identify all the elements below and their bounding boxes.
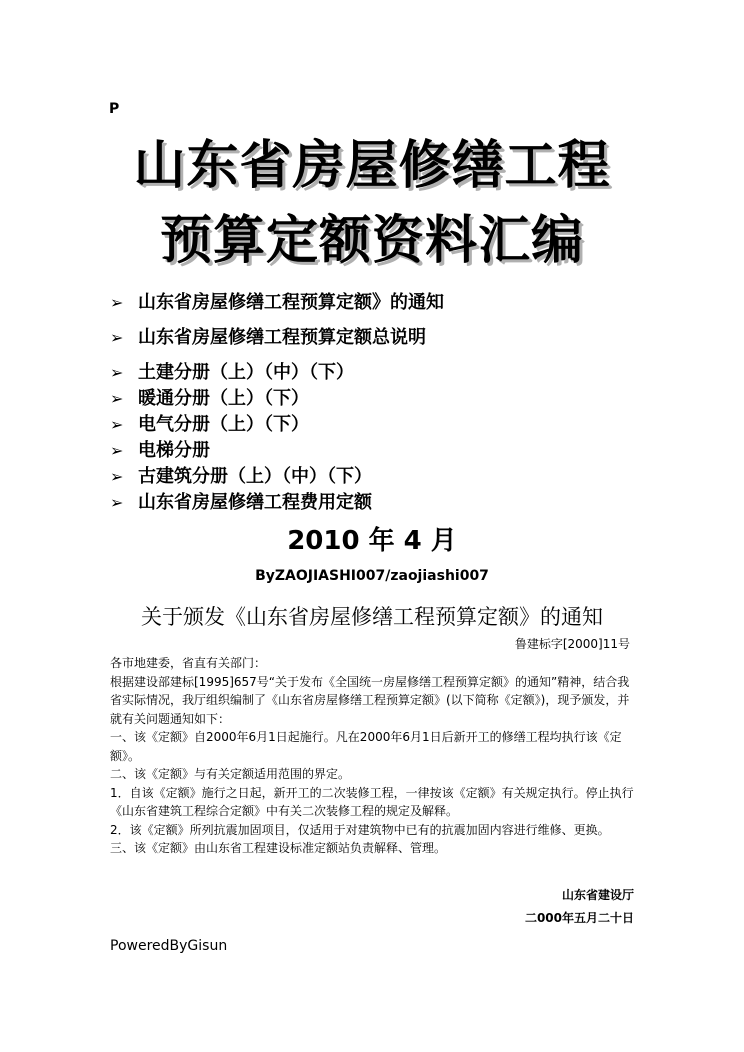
main-title-line-2: 预算定额资料汇编 (159, 211, 584, 271)
notice-body (110, 654, 634, 858)
list-item-label: 古建筑分册（上）（中）（下） (138, 466, 372, 487)
arrow-bullet-icon: ➢ (110, 293, 124, 312)
list-item-label: 土建分册（上）（中）（下） (138, 362, 354, 383)
paragraph: 2．该《定额》所列抗震加固项目，仅适用于对建筑物中已有的抗震加固内容进行维修、更换。 (110, 822, 610, 837)
main-title-line-1: 山东省房屋修缮工程 (133, 136, 611, 196)
list-item (110, 325, 444, 351)
signature-organization: 山东省建设厅 (561, 888, 634, 902)
list-item (110, 360, 444, 386)
notice-title: 关于颁发《山东省房屋修缮工程预算定额》的通知 (141, 605, 603, 629)
list-item-label: 山东省房屋修缮工程预算定额总说明 (138, 327, 426, 348)
paragraph: 二、该《定额》与有关定额适用范围的界定。 (110, 767, 351, 781)
signature-date: 二000年五月二十日 (524, 911, 634, 925)
list-item (110, 438, 444, 464)
arrow-bullet-icon: ➢ (110, 328, 124, 347)
list-item-label: 电气分册（上）（下） (138, 414, 309, 435)
arrow-bullet-icon: ➢ (110, 467, 124, 486)
byline: ByZAOJIASHI007/zaojiashi007 (255, 568, 489, 584)
paragraph: 三、该《定额》由山东省工程建设标准定额站负责解释、管理。 (110, 841, 447, 855)
list-item (110, 412, 444, 438)
list-item (110, 464, 444, 490)
list-item-label: 电梯分册 (138, 440, 210, 461)
paragraph: 各市地建委，省直有关部门： (110, 656, 267, 670)
contents-list (110, 290, 444, 516)
arrow-bullet-icon: ➢ (110, 415, 124, 434)
list-item (110, 290, 444, 316)
header-mark: P (109, 101, 120, 117)
paragraph: 1．自该《定额》施行之日起，新开工的二次装修工程，一律按该《定额》有关规定执行。停止执行《山东省建筑工程综合定额》中有关二次装修工程的规定及解释。 (110, 785, 634, 818)
footer-credit: PoweredByGisun (110, 938, 228, 954)
arrow-bullet-icon: ➢ (110, 441, 124, 460)
arrow-bullet-icon: ➢ (110, 389, 124, 408)
paragraph: 一、该《定额》自2000年6月1日起施行。凡在2000年6月1日后新开工的修缮工程均执行该《定额》。 (110, 730, 622, 763)
arrow-bullet-icon: ➢ (110, 363, 124, 382)
paragraph: 根据建设部建标[1995]657号“关于发布《全国统一房屋修缮工程预算定额》的通知”精神，结合我省实际情况，我厅组织编制了《山东省房屋修缮工程预算定额》(以下简称《定额》)，现予颁发，并就有关问题通知如下： (110, 674, 630, 726)
list-item (110, 490, 444, 516)
publication-date: 2010 年 4 月 (287, 526, 457, 556)
list-item (110, 386, 444, 412)
list-item-label: 山东省房屋修缮工程费用定额 (138, 492, 372, 513)
document-number: 鲁建标字[2000]11号 (514, 637, 630, 651)
list-item-label: 暖通分册（上）（下） (138, 388, 309, 409)
arrow-bullet-icon: ➢ (110, 493, 124, 512)
list-item-label: 山东省房屋修缮工程预算定额》的通知 (138, 292, 444, 313)
